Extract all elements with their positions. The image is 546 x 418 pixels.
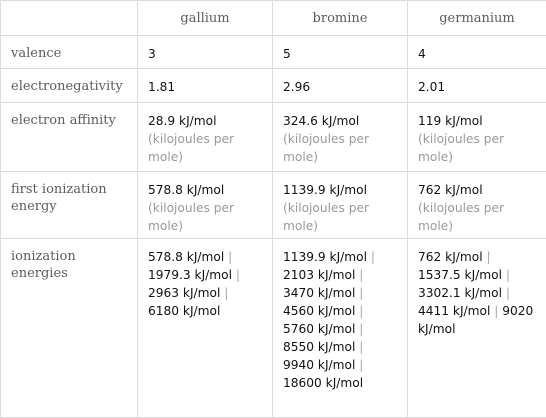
list-separator: | — [359, 358, 364, 372]
cell-germanium-ionization-energies — [408, 239, 546, 418]
cell-germanium-electron-affinity — [408, 103, 546, 172]
cell-bromine-first-ionization — [273, 172, 408, 239]
ionization-energy-value: 9940 kJ/mol — [283, 358, 356, 372]
cell-gallium-electronegativity: 1.81 — [138, 69, 273, 103]
ionization-energy-value: 4411 kJ/mol — [418, 304, 491, 318]
row-label: ionization energies — [1, 239, 138, 418]
ionization-energy-value: 4560 kJ/mol — [283, 304, 356, 318]
row-valence — [1, 36, 546, 69]
ionization-energy-value: 9020 kJ/mol — [418, 304, 534, 336]
value-text: 762 kJ/mol — [418, 183, 483, 197]
list-separator: | — [359, 322, 364, 336]
row-electronegativity — [1, 69, 546, 103]
unit-note: (kilojoules per mole) — [418, 132, 504, 164]
row-label: electron affinity — [1, 103, 138, 172]
cell-gallium-valence: 3 — [138, 36, 273, 69]
cell-gallium-ionization-energies — [138, 239, 273, 418]
cell-germanium-electronegativity: 2.01 — [408, 69, 546, 103]
cell-bromine-electronegativity: 2.96 — [273, 69, 408, 103]
column-header-gallium: gallium — [138, 1, 273, 36]
ionization-energy-value: 1537.5 kJ/mol — [418, 268, 502, 282]
ionization-energy-value: 1979.3 kJ/mol — [148, 268, 232, 282]
ionization-energy-value: 3470 kJ/mol — [283, 286, 356, 300]
cell-bromine-ionization-energies — [273, 239, 408, 418]
value-text: 28.9 kJ/mol — [148, 114, 217, 128]
value-text: 324.6 kJ/mol — [283, 114, 360, 128]
cell-germanium-first-ionization — [408, 172, 546, 239]
ionization-energy-value: 18600 kJ/mol — [283, 376, 364, 390]
row-electron-affinity — [1, 103, 546, 172]
unit-note: (kilojoules per mole) — [148, 201, 234, 233]
row-ionization-energies — [1, 239, 546, 418]
ionization-energy-value: 1139.9 kJ/mol — [283, 250, 367, 264]
unit-note: (kilojoules per mole) — [283, 132, 369, 164]
header-row — [1, 1, 546, 36]
column-header-bromine: bromine — [273, 1, 408, 36]
ionization-energy-value: 2103 kJ/mol — [283, 268, 356, 282]
row-first-ionization-energy — [1, 172, 546, 239]
unit-note: (kilojoules per mole) — [283, 201, 369, 233]
unit-note: (kilojoules per mole) — [418, 201, 504, 233]
cell-gallium-first-ionization — [138, 172, 273, 239]
value-text: 119 kJ/mol — [418, 114, 483, 128]
unit-note: (kilojoules per mole) — [148, 132, 234, 164]
list-separator: | — [494, 304, 499, 318]
ionization-energy-value: 5760 kJ/mol — [283, 322, 356, 336]
list-separator: | — [370, 250, 375, 264]
corner-header — [1, 1, 138, 36]
row-label: electronegativity — [1, 69, 138, 103]
list-separator: | — [359, 340, 364, 354]
cell-bromine-valence: 5 — [273, 36, 408, 69]
ionization-energy-value: 3302.1 kJ/mol — [418, 286, 502, 300]
value-text: 578.8 kJ/mol — [148, 183, 225, 197]
ionization-energy-value: 578.8 kJ/mol — [148, 250, 225, 264]
list-separator: | — [224, 286, 229, 300]
list-separator: | — [235, 268, 240, 282]
value-text: 1139.9 kJ/mol — [283, 183, 367, 197]
list-separator: | — [486, 250, 491, 264]
row-label: valence — [1, 36, 138, 69]
list-separator: | — [505, 286, 510, 300]
list-separator: | — [359, 286, 364, 300]
list-separator: | — [359, 268, 364, 282]
list-separator: | — [359, 304, 364, 318]
ionization-energy-value: 6180 kJ/mol — [148, 304, 221, 318]
list-separator: | — [505, 268, 510, 282]
row-label: first ionization energy — [1, 172, 138, 239]
cell-germanium-valence: 4 — [408, 36, 546, 69]
cell-gallium-electron-affinity — [138, 103, 273, 172]
ionization-energy-value: 8550 kJ/mol — [283, 340, 356, 354]
cell-bromine-electron-affinity — [273, 103, 408, 172]
list-separator: | — [228, 250, 233, 264]
column-header-germanium: germanium — [408, 1, 546, 36]
ionization-energy-value: 2963 kJ/mol — [148, 286, 221, 300]
ionization-energy-value: 762 kJ/mol — [418, 250, 483, 264]
